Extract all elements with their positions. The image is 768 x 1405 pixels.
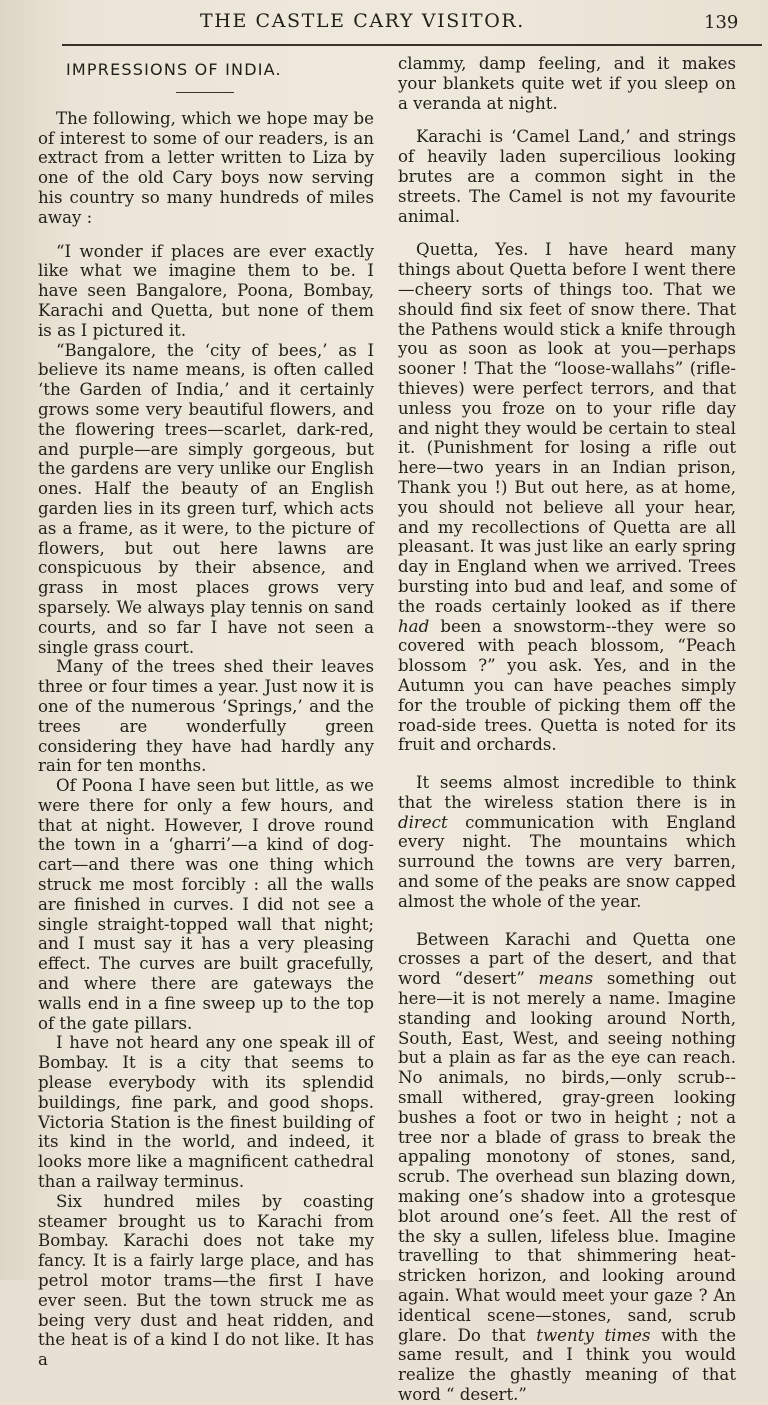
running-head bbox=[0, 8, 768, 38]
text-span: been a snowstorm--they were so covered with peach blossom, “Peach blossom ?” you ask. Yes, and in the Autumn you can have peaches simply for the trouble of picking them off the road-side trees. Quetta is noted for its fruit and orchards. bbox=[398, 616, 736, 755]
paragraph-bangalore: “Bangalore, the ‘city of bees,’ as I believe its name means, is often called ‘the Garden of India,’ and it certainly grows some very beautiful flowers, and the flowering trees—scarlet, dark-red, and purple—are simply gorgeous, but the gardens are very unlike our English ones. Half the beauty of an English garden lies in its green turf, which acts as a frame, as it were, to the picture of flowers, but out here lawns are conspicuous by their absence, and grass in most places grows very sparsely. We always play tennis on sand courts, and so far I have not seen a single grass court. bbox=[38, 340, 374, 657]
paragraph-expectations: “I wonder if places are ever exactly like what we imagine them to be. I have seen Bangalore, Poona, Bombay, Karachi and Quetta, but none of them is as I pictured it. bbox=[38, 241, 374, 340]
right-column bbox=[398, 54, 737, 1404]
paragraph-desert bbox=[398, 930, 736, 1405]
text-span: It seems almost incredible to think that the wireless station there is in bbox=[398, 773, 736, 812]
page-number: 139 bbox=[704, 12, 739, 33]
article-title: IMPRESSIONS OF INDIA. bbox=[66, 60, 282, 79]
paragraph-quetta bbox=[398, 240, 736, 755]
left-column bbox=[38, 54, 374, 1370]
paragraph-karachi-continued: clammy, damp feeling, and it makes your blankets quite wet if you sleep on a veranda at night. bbox=[398, 54, 736, 113]
header-rule bbox=[62, 44, 762, 46]
paragraph-wireless bbox=[398, 773, 736, 912]
journal-title: THE CASTLE CARY VISITOR. bbox=[200, 10, 525, 32]
text-span: something out here—it is not merely a name. Imagine standing and looking around North, South, East, West, and seeing nothing but a plain as far as the eye can reach. No animals, no birds,—only scrub--small withered, gray-green looking bushes a foot or two in height ; not a tree nor a blade of grass to break the appaling monotony of stones, sand, scrub. The overhead sun blazing down, making one’s shadow into a grotesque blot around one’s feet. All the rest of the sky a sullen, lifeless blue. Imagine travelling to that shimmering heat-stricken horizon, and looking around again. What would meet your gaze ? An identical scene—stones, sand, scrub glare. Do that bbox=[398, 969, 736, 1345]
paragraph-bombay: I have not heard any one speak ill of Bombay. It is a city that seems to please everybody with its splendid buildings, fine park, and good shops. Victoria Station is the finest building of its kind in the world, and indeed, it looks more like a magnificent cathedral than a railway terminus. bbox=[38, 1033, 374, 1192]
title-rule bbox=[176, 92, 234, 93]
paragraph-poona: Of Poona I have seen but little, as we were there for only a few hours, and that at night. However, I drove round the town in a ‘gharri’—a kind of dog-cart—and there was one thing which struck me most forcibly : all the walls are finished in curves. I did not see a single straight-topped wall that night; and I must say it has a very pleasing effect. The curves are built gracefully, and where there are gateways the walls end in a fine sweep up to the top of the gate pillars. bbox=[38, 776, 374, 1033]
emphasis: twenty times bbox=[536, 1325, 651, 1345]
text-span: communication with England every night. The mountains which surround the towns are very barren, and some of the peaks are snow capped almost the whole of the year. bbox=[398, 812, 736, 911]
emphasis: means bbox=[538, 969, 594, 989]
paragraph-camels: Karachi is ‘Camel Land,’ and strings of heavily laden supercilious looking brutes are a common sight in the streets. The Camel is not my favourite animal. bbox=[398, 127, 736, 226]
paragraph-trees: Many of the trees shed their leaves three or four times a year. Just now it is one of the numerous ‘Springs,’ and the trees are wonderfully green considering they have had hardly any rain for ten months. bbox=[38, 657, 374, 776]
emphasis: direct bbox=[398, 812, 448, 832]
text-span: with the same result, and I think you would realize the ghastly meaning of that word “ desert.” bbox=[398, 1325, 737, 1404]
emphasis: had bbox=[398, 616, 430, 636]
text-span: Between Karachi and Quetta one crosses a part of the desert, and that word “desert” bbox=[398, 929, 736, 989]
text-span: Quetta, Yes. I have heard many things about Quetta before I went there—cheery sorts of things too. That we should find six feet of snow there. That the Pathens would stick a knife through you as soon as look at you—perhaps sooner ! That the “loose-wallahs” (rifle-thieves) were perfect terrors, and that unless you froze on to your rifle day and night they would be certain to steal it. (Punishment for losing a rifle out here—two years in an Indian prison, Thank you !) But out here, as at home, you should not believe all your hear, and my recollections of Quetta are all pleasant. It was just like an early spring day in England when we arrived. Trees bursting into bud and leaf, and some of the roads certainly looked as if there bbox=[398, 240, 736, 616]
intro-paragraph: The following, which we hope may be of interest to some of our readers, is an extract from a letter written to Liza by one of the old Cary boys now serving his country so many hundreds of miles away : bbox=[38, 108, 374, 227]
paragraph-karachi: Six hundred miles by coasting steamer brought us to Karachi from Bombay. Karachi does not take my fancy. It is a fairly large place, and has petrol motor trams—the first I have ever seen. But the town struck me as being very dust and heat ridden, and the heat is of a kind I do not like. It has a bbox=[38, 1191, 374, 1370]
